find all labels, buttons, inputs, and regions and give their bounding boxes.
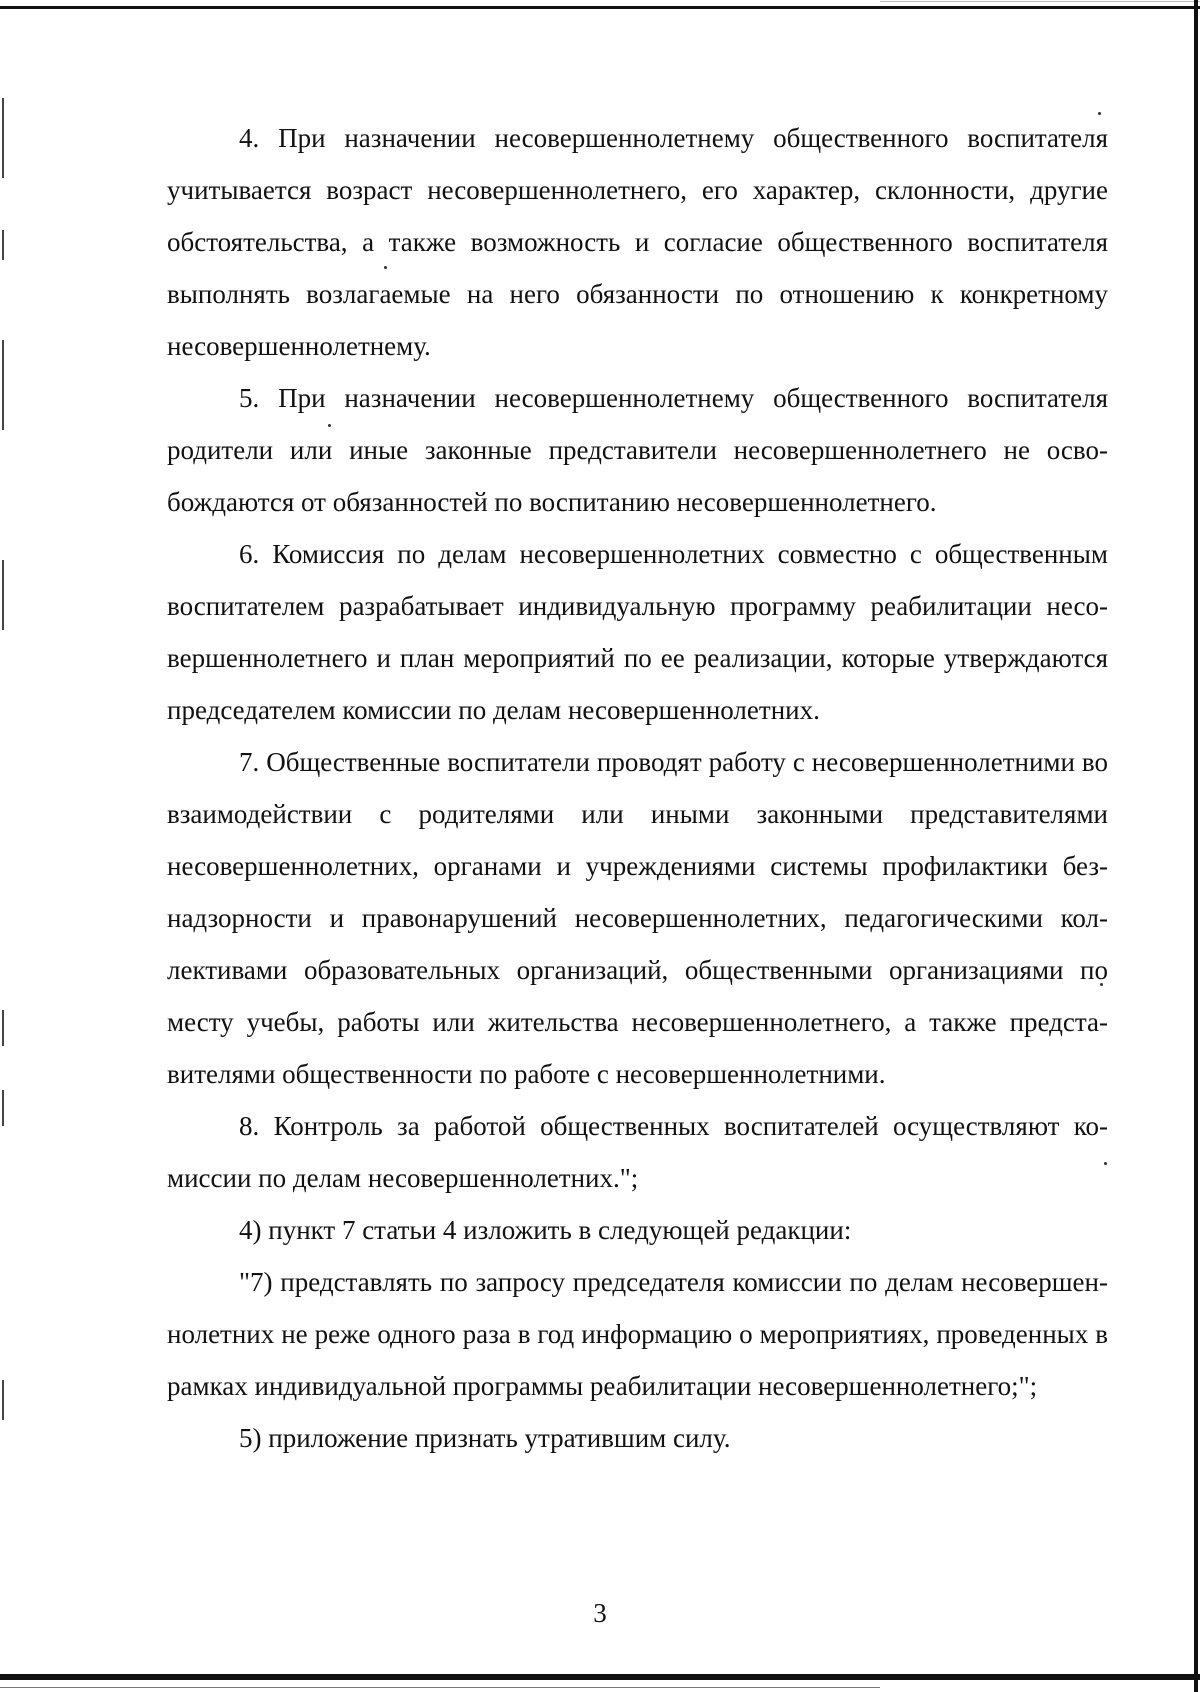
page-number: 3 xyxy=(593,1598,607,1628)
scan-left-mark xyxy=(2,98,4,178)
amendment-item-4: 4) пункт 7 статьи 4 изложить в следующей редакции: xyxy=(239,1215,852,1245)
paragraph-4: 4. При назначении несовершеннолетнему общественного воспитателя учитывается возраст несовершеннолетнего, его характер, склонности, другие обстоятельства, а также возможность и согласие общественного воспитателя выполнять возлагаемые на него обязанности по отношению к конкретному несовершеннолетнему. xyxy=(167,123,1108,361)
scan-left-mark xyxy=(2,340,4,430)
amendment-quote-7: "7) представлять по запросу председателя комиссии по делам несовершеннолетних не реже одного раза в год информацию о мероприятиях, проведенных в рамках индивидуальной программы реабилитации несовершеннолетнего;"; xyxy=(167,1267,1108,1401)
scan-bottom-border xyxy=(0,1674,1200,1680)
scan-left-mark xyxy=(2,1090,4,1126)
document-body xyxy=(167,112,1108,1464)
scan-left-mark xyxy=(2,1380,4,1420)
scan-left-mark xyxy=(2,230,4,260)
scan-top-border xyxy=(0,6,1200,9)
amendment-item-5: 5) приложение признать утратившим силу. xyxy=(239,1423,731,1453)
paragraph-6: 6. Комиссия по делам несовершеннолетних совместно с общественным воспитателем разрабатывает индивидуальную программу реабилитации несовершеннолетнего и план мероприятий по ее реализации, которые утверждаются председателем комиссии по делам несовершеннолетних. xyxy=(167,539,1108,725)
scan-left-mark xyxy=(2,1010,4,1046)
paragraph-8: 8. Контроль за работой общественных воспитателей осуществляют комиссии по делам несовершеннолетних."; xyxy=(167,1111,1108,1193)
scan-left-mark xyxy=(2,560,4,630)
paragraph-7: 7. Общественные воспитатели проводят работу с несовершеннолетними во взаимодействии с родителями или иными законными представителями несовершеннолетних, органами и учреждениями системы профилактики безнадзорности и правонарушений несовершеннолетних, педагогическими коллективами образовательных организаций, общественными организациями по месту учебы, работы или жительства несовершеннолетнего, а также представителями общественности по работе с несовершеннолетними. xyxy=(167,747,1108,1089)
scan-bottom-thin-line xyxy=(0,1687,880,1688)
paragraph-5: 5. При назначении несовершеннолетнему общественного воспитателя родители или иные законные представители несовершеннолетнего не освобождаются от обязанностей по воспитанию несовершеннолетнего. xyxy=(167,383,1108,517)
scan-top-faint-line xyxy=(880,1,1200,2)
scan-right-border xyxy=(1194,0,1198,1692)
